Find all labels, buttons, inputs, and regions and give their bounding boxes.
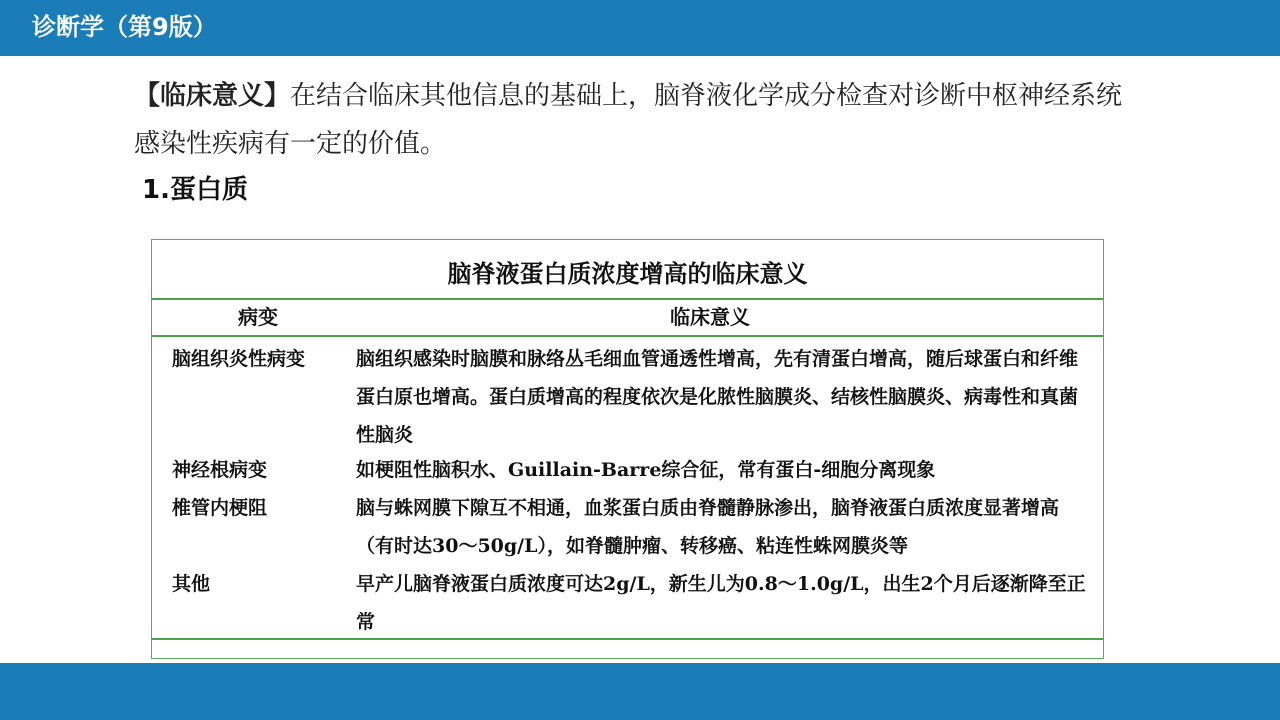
table-top-rule (152, 298, 1103, 300)
protein-significance-table (151, 239, 1104, 659)
row-1-lesion: 脑组织炎性病变 (172, 348, 306, 370)
row-3-lesion: 椎管内梗阻 (172, 497, 268, 519)
row-4-significance: 早产儿脑脊液蛋白质浓度可达2g/L，新生儿为0.8～1.0g/L，出生2个月后逐渐降至正常 (356, 573, 1086, 633)
table-caption: 脑脊液蛋白质浓度增高的临床意义 (447, 259, 808, 288)
header-bar (0, 0, 1280, 56)
row-2-significance: 如梗阻性脑积水、Guillain-Barre综合征，常有蛋白-细胞分离现象 (356, 459, 936, 481)
table-header-rule (152, 335, 1103, 337)
header-title: 诊断学（第9版） (32, 13, 217, 41)
intro-label: 【临床意义】 (134, 81, 291, 111)
table-bottom-rule (152, 638, 1103, 640)
row-2-lesion: 神经根病变 (172, 459, 268, 481)
row-4-lesion: 其他 (172, 573, 211, 595)
row-3-significance: 脑与蛛网膜下隙互不相通，血浆蛋白质由脊髓静脉渗出，脑脊液蛋白质浓度显著增高（有时达30～50g/L），如脊髓肿瘤、转移癌、粘连性蛛网膜炎等 (356, 497, 1060, 557)
section-heading: 1.蛋白质 (142, 175, 248, 205)
intro-paragraph (134, 72, 1134, 168)
row-1-significance: 脑组织感染时脑膜和脉络丛毛细血管通透性增高，先有清蛋白增高，随后球蛋白和纤维蛋白原也增高。蛋白质增高的程度依次是化脓性脑膜炎、结核性脑膜炎、病毒性和真菌性脑炎 (356, 348, 1079, 446)
footer-bar (0, 663, 1280, 720)
column-header-significance: 临床意义 (670, 305, 750, 329)
column-header-lesion: 病变 (238, 305, 278, 329)
intro-text: 在结合临床其他信息的基础上，脑脊液化学成分检查对诊断中枢神经系统感染性疾病有一定的价值。 (134, 81, 1123, 159)
